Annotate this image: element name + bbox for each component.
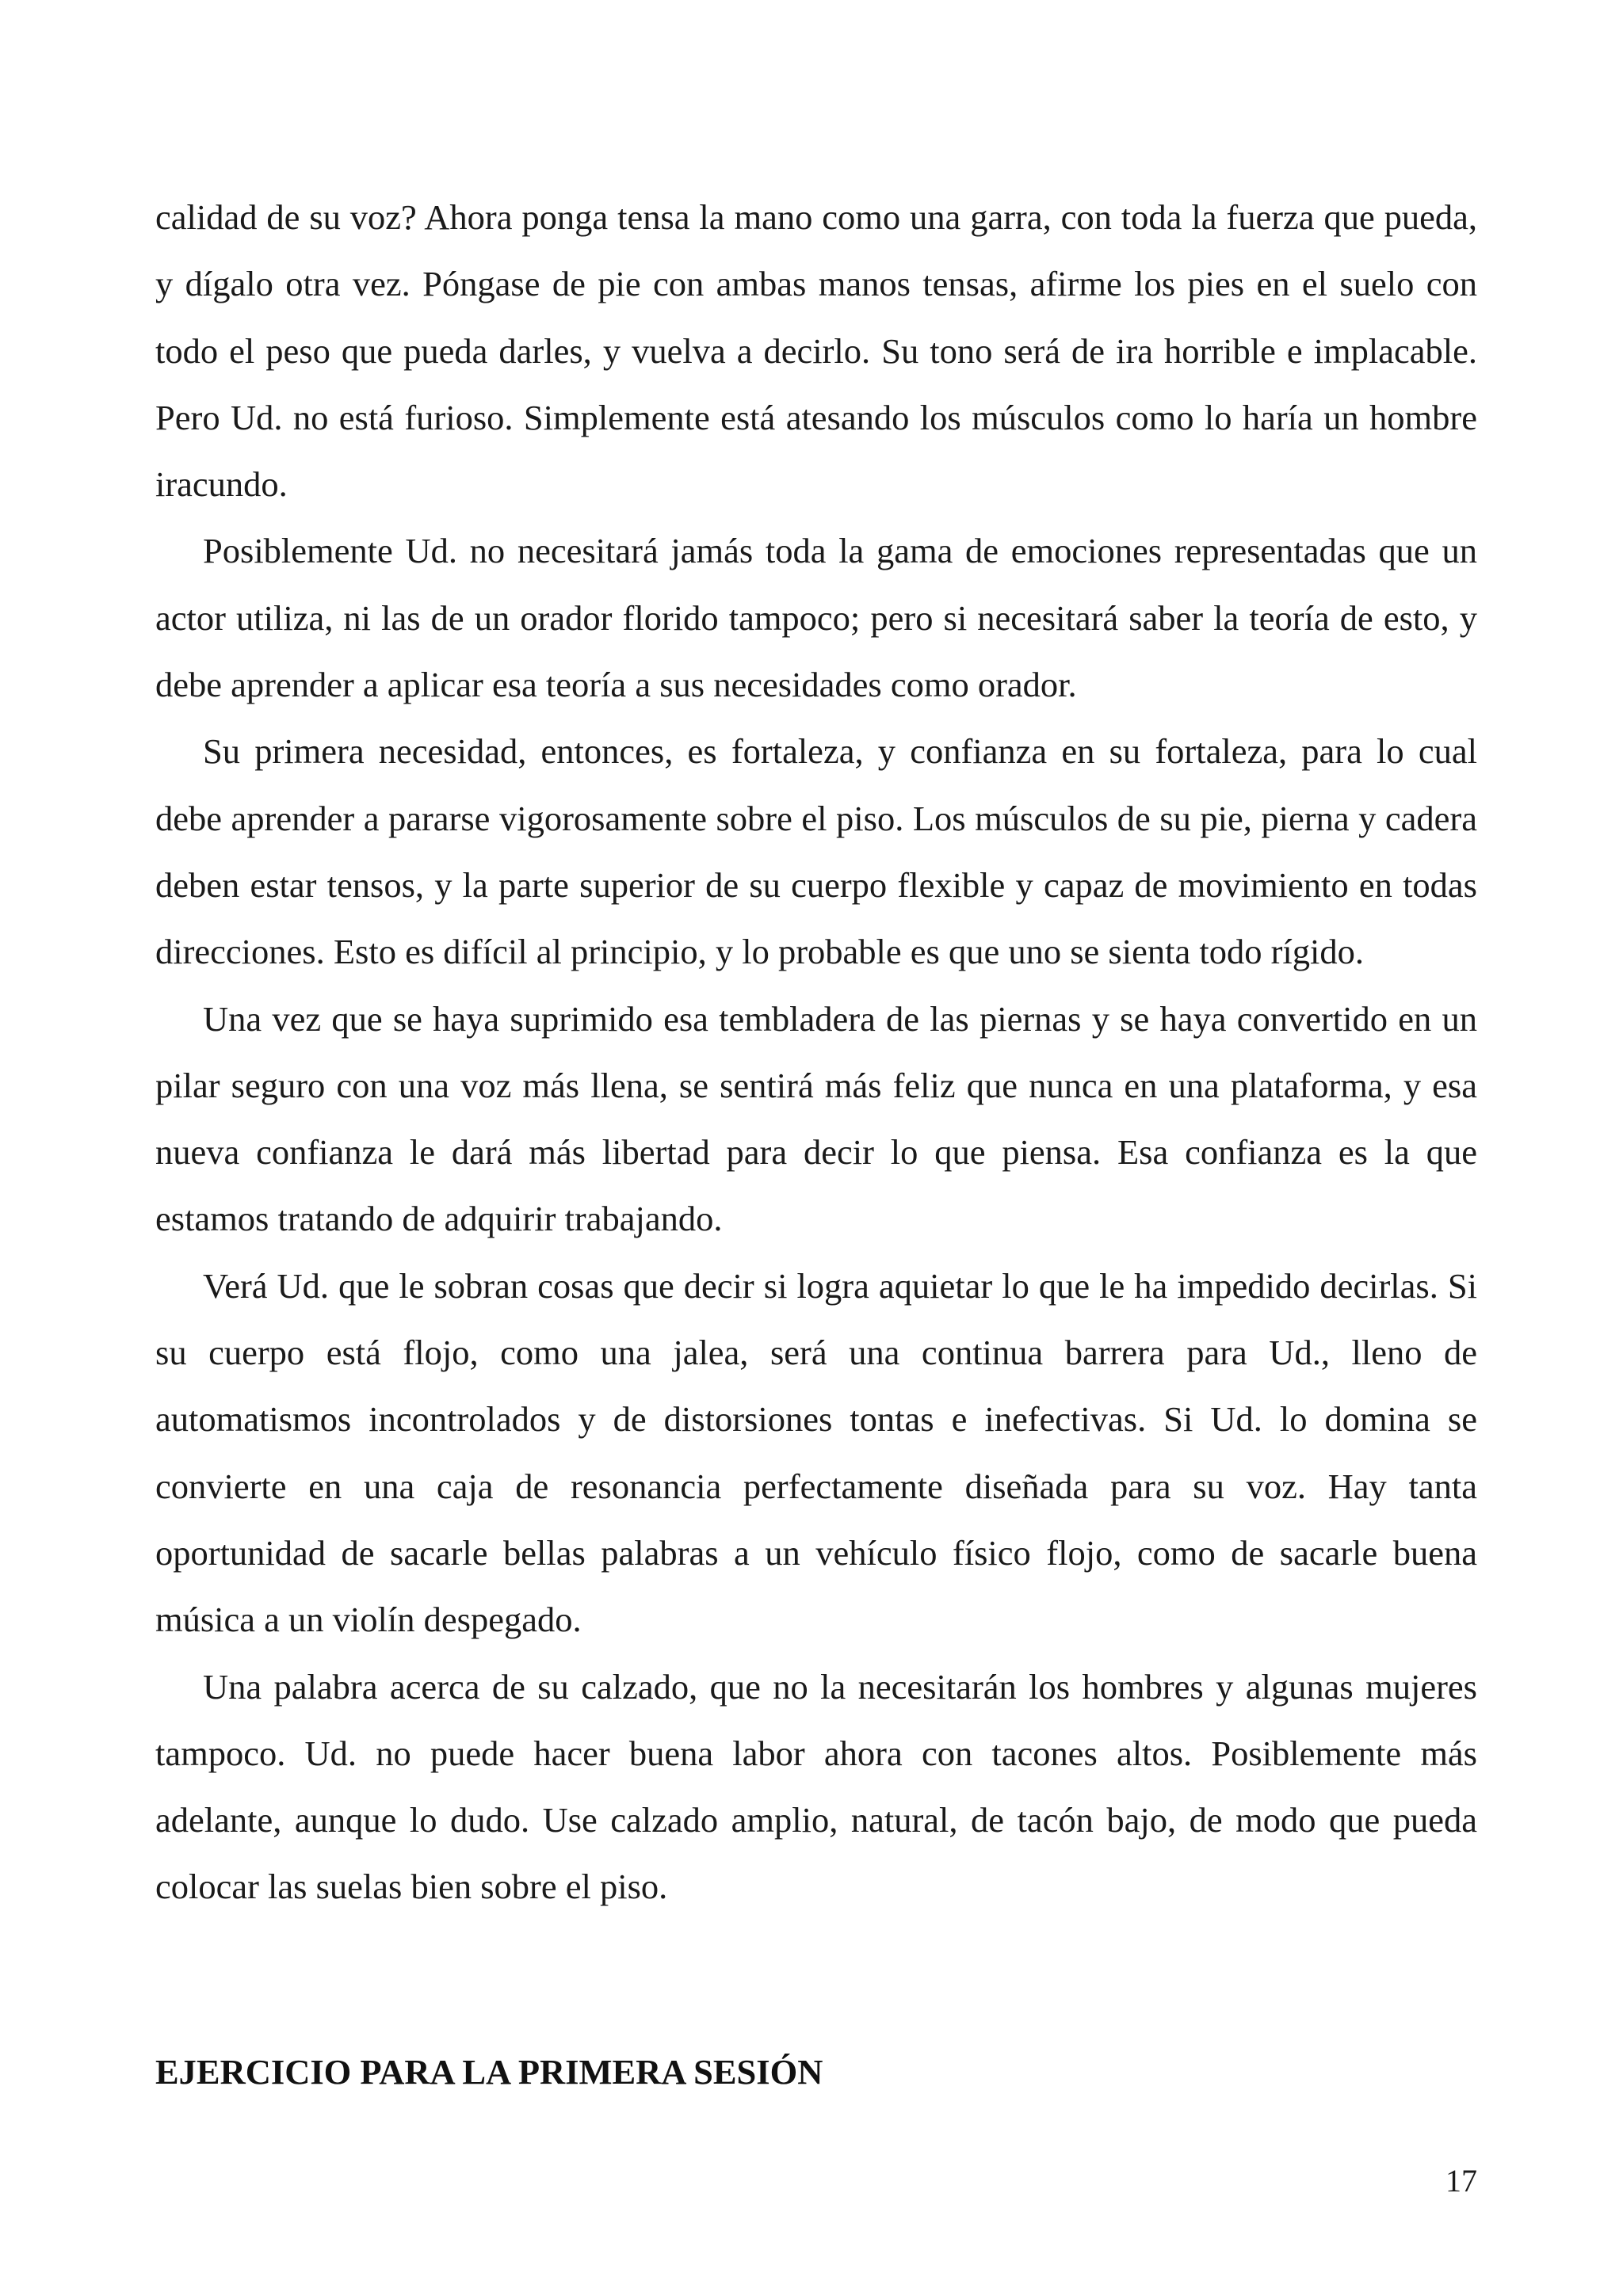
section-heading: EJERCICIO PARA LA PRIMERA SESIÓN xyxy=(155,2052,823,2092)
paragraph: Su primera necesidad, entonces, es fortaleza, y confianza en su fortaleza, para lo cual debe aprender a pararse vigorosamente sobre el piso. Los músculos de su pie, pierna y cadera deben estar tensos, y la parte superior de su cuerpo flexible y capaz de movimiento en todas direcciones. Esto es difícil al principio, y lo probable es que uno se sienta todo rígido. xyxy=(155,731,1477,972)
paragraph: Una vez que se haya suprimido esa tembladera de las piernas y se haya convertido en un pilar seguro con una voz más llena, se sentirá más feliz que nunca en una plataforma, y esa nueva confianza le dará más libertad para decir lo que piensa. Esa confianza es la que estamos tratando de adquirir trabajando. xyxy=(155,998,1477,1239)
paragraph: Posiblemente Ud. no necesitará jamás toda la gama de emociones representadas que un actor utiliza, ni las de un orador florido tampoco; pero si necesitará saber la teoría de esto, y debe aprender a aplicar esa teoría a sus necesidades como orador. xyxy=(155,531,1477,705)
page-number: 17 xyxy=(1445,2163,1477,2199)
body-text xyxy=(155,184,1477,1920)
paragraph: Verá Ud. que le sobran cosas que decir si logra aquietar lo que le ha impedido decirlas. Si su cuerpo está flojo, como una jalea, será una continua barrera para Ud., lleno de automatismos incontrolados y de distorsiones tontas e inefectivas. Si Ud. lo domina se convierte en una caja de resonancia perfectamente diseñada para su voz. Hay tanta oportunidad de sacarle bellas palabras a un vehículo físico flojo, como de sacarle buena música a un violín despegado. xyxy=(155,1265,1477,1640)
paragraph: Una palabra acerca de su calzado, que no la necesitarán los hombres y algunas mujeres tampoco. Ud. no puede hacer buena labor ahora con tacones altos. Posiblemente más adelante, aunque lo dudo. Use calzado amplio, natural, de tacón bajo, de modo que pueda colocar las suelas bien sobre el piso. xyxy=(155,1666,1477,1907)
paragraph-continuation: calidad de su voz? Ahora ponga tensa la mano como una garra, con toda la fuerza que pueda, y dígalo otra vez. Póngase de pie con ambas manos tensas, afirme los pies en el suelo con todo el peso que pueda darles, y vuelva a decirlo. Su tono será de ira horrible e implacable. Pero Ud. no está furioso. Simplemente está atesando los músculos como lo haría un hombre iracundo. xyxy=(155,197,1477,505)
